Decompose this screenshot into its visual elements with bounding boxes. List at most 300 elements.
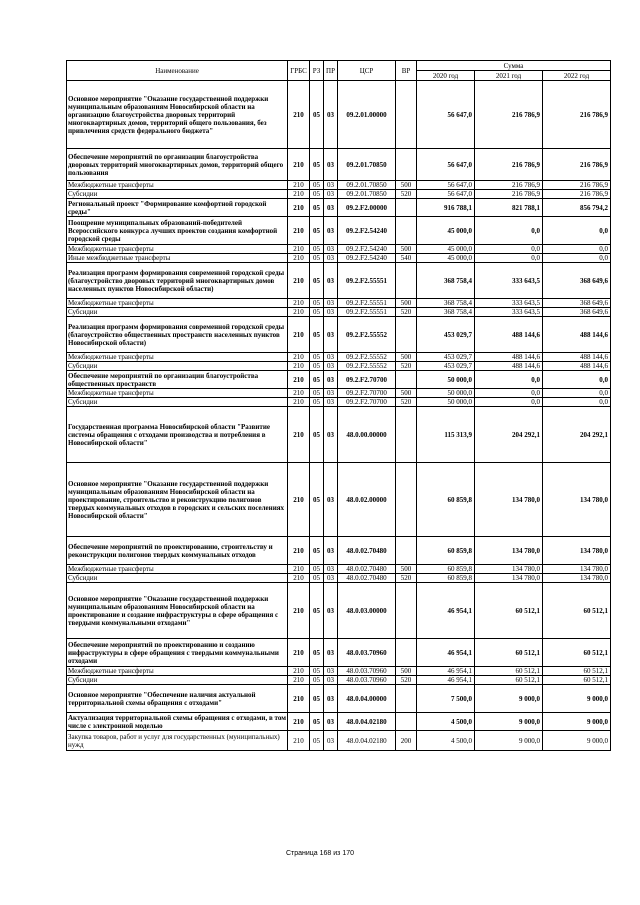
row-grbs: 210 [288, 199, 310, 217]
row-grbs: 210 [288, 389, 310, 398]
row-vr: 500 [396, 389, 417, 398]
row-name: Обеспечение мероприятий по организации благоустройства дворовых территорий многоквартирных домов, территорий общего пользования [67, 149, 288, 181]
row-2020: 45 000,0 [417, 217, 475, 245]
row-grbs: 210 [288, 574, 310, 583]
row-pr: 03 [324, 81, 338, 149]
row-rz: 05 [310, 371, 324, 389]
table-row [67, 574, 611, 583]
row-grbs: 210 [288, 565, 310, 574]
row-rz: 05 [310, 299, 324, 308]
table-row [67, 583, 611, 639]
row-vr: 520 [396, 574, 417, 583]
row-2020: 4 500,0 [417, 713, 475, 731]
row-2021: 204 292,1 [475, 407, 543, 463]
row-2020: 7 500,0 [417, 685, 475, 713]
row-rz: 05 [310, 639, 324, 667]
row-2020: 4 500,0 [417, 731, 475, 751]
table-row [67, 389, 611, 398]
row-csr: 09.2.F2.70700 [338, 371, 396, 389]
row-pr: 03 [324, 299, 338, 308]
row-name: Иные межбюджетные трансферты [67, 254, 288, 263]
table-row [67, 299, 611, 308]
row-2021: 134 780,0 [475, 463, 543, 537]
row-csr: 09.2.F2.54240 [338, 217, 396, 245]
table-row [67, 181, 611, 190]
row-2020: 60 859,8 [417, 537, 475, 565]
table-row [67, 217, 611, 245]
row-grbs: 210 [288, 362, 310, 371]
row-csr: 09.2.F2.00000 [338, 199, 396, 217]
row-grbs: 210 [288, 254, 310, 263]
table-row [67, 731, 611, 751]
row-name: Межбюджетные трансферты [67, 181, 288, 190]
row-csr: 48.0.02.70480 [338, 565, 396, 574]
row-name: Основное мероприятие "Оказание государственной поддержки муниципальным образованиям Новосибирской области на организацию благоустройства дворовых территорий многоквартирных домов, территорий общего пользования, без привлечения средств федерального бюджета" [67, 81, 288, 149]
row-csr: 09.2.F2.55551 [338, 299, 396, 308]
table-row [67, 199, 611, 217]
row-rz: 05 [310, 667, 324, 676]
row-grbs: 210 [288, 353, 310, 362]
row-2021: 9 000,0 [475, 731, 543, 751]
row-rz: 05 [310, 181, 324, 190]
row-2020: 50 000,0 [417, 371, 475, 389]
row-2022: 60 512,1 [543, 583, 611, 639]
row-2022: 0,0 [543, 254, 611, 263]
row-vr [396, 583, 417, 639]
row-2020: 46 954,1 [417, 676, 475, 685]
row-2020: 60 859,8 [417, 463, 475, 537]
row-2021: 0,0 [475, 398, 543, 407]
header-pr: ПР [324, 61, 338, 81]
table-row [67, 685, 611, 713]
row-rz: 05 [310, 731, 324, 751]
row-rz: 05 [310, 149, 324, 181]
row-name: Межбюджетные трансферты [67, 245, 288, 254]
row-grbs: 210 [288, 317, 310, 353]
row-vr: 540 [396, 254, 417, 263]
row-csr: 48.0.03.70960 [338, 639, 396, 667]
row-2020: 46 954,1 [417, 667, 475, 676]
row-grbs: 210 [288, 81, 310, 149]
row-name: Реализация программ формирования современной городской среды (благоустройство общественных пространств населенных пунктов Новосибирской области) [67, 317, 288, 353]
row-vr: 520 [396, 676, 417, 685]
row-rz: 05 [310, 407, 324, 463]
row-grbs: 210 [288, 639, 310, 667]
row-vr: 500 [396, 353, 417, 362]
table-header [67, 61, 611, 81]
row-pr: 03 [324, 199, 338, 217]
row-vr [396, 81, 417, 149]
row-rz: 05 [310, 254, 324, 263]
row-rz: 05 [310, 81, 324, 149]
row-rz: 05 [310, 574, 324, 583]
row-csr: 48.0.04.00000 [338, 685, 396, 713]
table-row [67, 398, 611, 407]
row-pr: 03 [324, 667, 338, 676]
row-2020: 368 758,4 [417, 263, 475, 299]
row-grbs: 210 [288, 308, 310, 317]
table-row [67, 308, 611, 317]
row-rz: 05 [310, 389, 324, 398]
row-pr: 03 [324, 463, 338, 537]
table-row [67, 263, 611, 299]
row-rz: 05 [310, 398, 324, 407]
row-csr: 09.2.F2.55551 [338, 308, 396, 317]
row-2021: 60 512,1 [475, 667, 543, 676]
row-vr [396, 713, 417, 731]
row-2020: 60 859,8 [417, 565, 475, 574]
row-rz: 05 [310, 353, 324, 362]
row-pr: 03 [324, 574, 338, 583]
table-row [67, 407, 611, 463]
row-2021: 333 643,5 [475, 263, 543, 299]
row-grbs: 210 [288, 398, 310, 407]
row-2022: 134 780,0 [543, 463, 611, 537]
row-name: Закупка товаров, работ и услуг для государственных (муниципальных) нужд [67, 731, 288, 751]
row-csr: 48.0.03.70960 [338, 676, 396, 685]
row-2021: 0,0 [475, 371, 543, 389]
row-name: Субсидии [67, 190, 288, 199]
row-2020: 46 954,1 [417, 583, 475, 639]
row-2020: 368 758,4 [417, 299, 475, 308]
row-vr: 500 [396, 565, 417, 574]
row-pr: 03 [324, 407, 338, 463]
row-vr [396, 371, 417, 389]
row-csr: 09.2.F2.70700 [338, 389, 396, 398]
row-vr: 520 [396, 362, 417, 371]
row-2020: 453 029,7 [417, 317, 475, 353]
row-2020: 56 647,0 [417, 81, 475, 149]
row-2021: 9 000,0 [475, 685, 543, 713]
row-name: Поощрение муниципальных образований-победителей Всероссийского конкурса лучших проектов создания комфортной городской среды [67, 217, 288, 245]
row-2020: 56 647,0 [417, 190, 475, 199]
header-vr: ВР [396, 61, 417, 81]
row-2022: 0,0 [543, 217, 611, 245]
row-2021: 60 512,1 [475, 676, 543, 685]
row-pr: 03 [324, 398, 338, 407]
table-row [67, 463, 611, 537]
row-name: Межбюджетные трансферты [67, 667, 288, 676]
row-2021: 216 786,9 [475, 181, 543, 190]
row-2021: 216 786,9 [475, 81, 543, 149]
row-2021: 488 144,6 [475, 317, 543, 353]
row-2022: 0,0 [543, 245, 611, 254]
row-grbs: 210 [288, 263, 310, 299]
row-2020: 46 954,1 [417, 639, 475, 667]
row-2021: 134 780,0 [475, 565, 543, 574]
row-pr: 03 [324, 565, 338, 574]
row-2022: 0,0 [543, 398, 611, 407]
row-csr: 09.2.F2.55551 [338, 263, 396, 299]
row-rz: 05 [310, 565, 324, 574]
row-vr: 520 [396, 398, 417, 407]
row-name: Региональный проект "Формирование комфортной городской среды" [67, 199, 288, 217]
row-vr: 500 [396, 181, 417, 190]
row-rz: 05 [310, 676, 324, 685]
row-grbs: 210 [288, 371, 310, 389]
row-2020: 115 313,9 [417, 407, 475, 463]
row-name: Субсидии [67, 676, 288, 685]
row-2021: 0,0 [475, 245, 543, 254]
page-footer: Страница 168 из 170 [285, 850, 355, 857]
row-2022: 60 512,1 [543, 667, 611, 676]
row-grbs: 210 [288, 676, 310, 685]
row-pr: 03 [324, 190, 338, 199]
row-vr: 520 [396, 190, 417, 199]
row-pr: 03 [324, 685, 338, 713]
row-pr: 03 [324, 245, 338, 254]
row-pr: 03 [324, 308, 338, 317]
row-rz: 05 [310, 362, 324, 371]
row-name: Основное мероприятие "Обеспечение наличия актуальной территориальной схемы обращения с отходами" [67, 685, 288, 713]
row-name: Основное мероприятие "Оказание государственной поддержки муниципальным образованиям Новосибирской области на проектирование и создание инфраструктуры в сфере обращения с твердыми коммунальными отходами" [67, 583, 288, 639]
row-pr: 03 [324, 263, 338, 299]
row-rz: 05 [310, 199, 324, 217]
row-rz: 05 [310, 317, 324, 353]
row-csr: 48.0.04.02180 [338, 713, 396, 731]
row-rz: 05 [310, 263, 324, 299]
row-2022: 60 512,1 [543, 676, 611, 685]
row-pr: 03 [324, 149, 338, 181]
table-row [67, 81, 611, 149]
row-2021: 0,0 [475, 389, 543, 398]
row-csr: 09.2.01.00000 [338, 81, 396, 149]
table-row [67, 245, 611, 254]
row-vr [396, 685, 417, 713]
row-2020: 50 000,0 [417, 389, 475, 398]
row-2022: 134 780,0 [543, 537, 611, 565]
row-name: Межбюджетные трансферты [67, 353, 288, 362]
row-name: Межбюджетные трансферты [67, 299, 288, 308]
row-2022: 368 649,6 [543, 308, 611, 317]
row-pr: 03 [324, 254, 338, 263]
header-sum: Сумма [417, 61, 611, 71]
row-2021: 216 786,9 [475, 190, 543, 199]
row-vr [396, 217, 417, 245]
row-2021: 134 780,0 [475, 574, 543, 583]
row-name: Субсидии [67, 574, 288, 583]
row-2022: 0,0 [543, 371, 611, 389]
row-name: Государственная программа Новосибирской области "Развитие системы обращения с отходами производства и потребления в Новосибирской области" [67, 407, 288, 463]
row-2020: 45 000,0 [417, 254, 475, 263]
row-grbs: 210 [288, 190, 310, 199]
budget-sheet [66, 60, 610, 751]
row-2020: 50 000,0 [417, 398, 475, 407]
row-grbs: 210 [288, 685, 310, 713]
row-csr: 48.0.02.00000 [338, 463, 396, 537]
row-rz: 05 [310, 190, 324, 199]
row-2022: 216 786,9 [543, 149, 611, 181]
row-grbs: 210 [288, 407, 310, 463]
row-pr: 03 [324, 362, 338, 371]
row-grbs: 210 [288, 667, 310, 676]
row-2022: 134 780,0 [543, 574, 611, 583]
row-2022: 9 000,0 [543, 685, 611, 713]
row-grbs: 210 [288, 583, 310, 639]
row-2021: 0,0 [475, 254, 543, 263]
row-grbs: 210 [288, 299, 310, 308]
row-csr: 48.0.03.00000 [338, 583, 396, 639]
row-vr [396, 639, 417, 667]
row-2022: 9 000,0 [543, 731, 611, 751]
row-csr: 48.0.03.70960 [338, 667, 396, 676]
row-2020: 916 788,1 [417, 199, 475, 217]
row-2022: 488 144,6 [543, 317, 611, 353]
row-csr: 09.2.F2.55552 [338, 317, 396, 353]
row-2022: 216 786,9 [543, 81, 611, 149]
row-2022: 856 794,2 [543, 199, 611, 217]
row-2020: 45 000,0 [417, 245, 475, 254]
row-grbs: 210 [288, 713, 310, 731]
row-rz: 05 [310, 583, 324, 639]
row-name: Основное мероприятие "Оказание государственной поддержки муниципальным образованиям Новосибирской области на проектирование, строительство и реконструкцию полигонов твердых коммунальных отходов в городских и сельских поселениях Новосибирской области" [67, 463, 288, 537]
row-csr: 48.0.04.02180 [338, 731, 396, 751]
table-row [67, 317, 611, 353]
row-2022: 216 786,9 [543, 190, 611, 199]
row-2022: 204 292,1 [543, 407, 611, 463]
row-2022: 134 780,0 [543, 565, 611, 574]
row-2022: 488 144,6 [543, 362, 611, 371]
row-pr: 03 [324, 639, 338, 667]
row-pr: 03 [324, 731, 338, 751]
row-2021: 9 000,0 [475, 713, 543, 731]
row-2022: 9 000,0 [543, 713, 611, 731]
row-2021: 488 144,6 [475, 353, 543, 362]
row-2021: 216 786,9 [475, 149, 543, 181]
row-csr: 09.2.01.70850 [338, 181, 396, 190]
row-2021: 134 780,0 [475, 537, 543, 565]
header-year-2022: 2022 год [543, 71, 611, 81]
table-row [67, 565, 611, 574]
row-grbs: 210 [288, 149, 310, 181]
row-rz: 05 [310, 713, 324, 731]
row-2021: 60 512,1 [475, 639, 543, 667]
row-csr: 09.2.F2.54240 [338, 254, 396, 263]
row-grbs: 210 [288, 731, 310, 751]
row-2020: 368 758,4 [417, 308, 475, 317]
header-name: Наименование [67, 61, 288, 81]
row-rz: 05 [310, 245, 324, 254]
row-name: Межбюджетные трансферты [67, 565, 288, 574]
row-vr [396, 149, 417, 181]
row-pr: 03 [324, 181, 338, 190]
row-vr: 200 [396, 731, 417, 751]
row-2022: 0,0 [543, 389, 611, 398]
row-vr [396, 537, 417, 565]
row-2020: 453 029,7 [417, 353, 475, 362]
table-row [67, 190, 611, 199]
table-row [67, 667, 611, 676]
table-row [67, 537, 611, 565]
header-rz: РЗ [310, 61, 324, 81]
row-csr: 09.2.01.70850 [338, 149, 396, 181]
row-2020: 453 029,7 [417, 362, 475, 371]
row-2022: 368 649,6 [543, 263, 611, 299]
table-row [67, 639, 611, 667]
row-pr: 03 [324, 353, 338, 362]
table-body [67, 81, 611, 751]
row-pr: 03 [324, 676, 338, 685]
row-grbs: 210 [288, 181, 310, 190]
row-name: Межбюджетные трансферты [67, 389, 288, 398]
row-name: Обеспечение мероприятий по проектированию, строительству и реконструкции полигонов твердых коммунальных отходов [67, 537, 288, 565]
row-2022: 368 649,6 [543, 299, 611, 308]
row-pr: 03 [324, 217, 338, 245]
row-name: Субсидии [67, 362, 288, 371]
row-2021: 60 512,1 [475, 583, 543, 639]
table-row [67, 254, 611, 263]
row-2022: 216 786,9 [543, 181, 611, 190]
row-vr: 500 [396, 299, 417, 308]
header-year-2020: 2020 год [417, 71, 475, 81]
header-csr: ЦСР [338, 61, 396, 81]
row-vr [396, 317, 417, 353]
row-name: Субсидии [67, 308, 288, 317]
row-rz: 05 [310, 217, 324, 245]
row-name: Актуализация территориальной схемы обращения с отходами, в том числе с электронной моделью [68, 713, 286, 730]
row-2022: 60 512,1 [543, 639, 611, 667]
table-row [67, 362, 611, 371]
row-pr: 03 [324, 537, 338, 565]
row-grbs: 210 [288, 217, 310, 245]
row-vr: 500 [396, 667, 417, 676]
row-name: Реализация программ формирования современной городской среды (благоустройство дворовых территорий многоквартирных домов населенных пунктов Новосибирской области) [67, 263, 288, 299]
row-name: Обеспечение мероприятий по проектированию и созданию инфраструктуры в сфере обращения с твердыми коммунальными отходами [67, 639, 288, 667]
table-row [67, 676, 611, 685]
row-pr: 03 [324, 389, 338, 398]
row-vr: 500 [396, 245, 417, 254]
row-name: Обеспечение мероприятий по организации благоустройства общественных пространств [67, 371, 288, 389]
row-2020: 56 647,0 [417, 149, 475, 181]
row-vr [396, 199, 417, 217]
row-csr: 09.2.F2.55552 [338, 362, 396, 371]
row-2020: 60 859,8 [417, 574, 475, 583]
row-csr: 48.0.02.70480 [338, 574, 396, 583]
row-2021: 0,0 [475, 217, 543, 245]
row-2021: 488 144,6 [475, 362, 543, 371]
row-2021: 333 643,5 [475, 308, 543, 317]
row-csr: 48.0.02.70480 [338, 537, 396, 565]
row-csr: 09.2.F2.55552 [338, 353, 396, 362]
row-csr: 09.2.01.70850 [338, 190, 396, 199]
row-pr: 03 [324, 371, 338, 389]
table-row [67, 371, 611, 389]
row-vr [396, 263, 417, 299]
row-2022: 488 144,6 [543, 353, 611, 362]
row-2021: 333 643,5 [475, 299, 543, 308]
row-vr [396, 463, 417, 537]
row-2021: 821 788,1 [475, 199, 543, 217]
header-grbs: ГРБС [288, 61, 310, 81]
row-vr [396, 407, 417, 463]
row-csr: 09.2.F2.54240 [338, 245, 396, 254]
row-pr: 03 [324, 317, 338, 353]
row-rz: 05 [310, 308, 324, 317]
row-name: Субсидии [67, 398, 288, 407]
header-year-2021: 2021 год [475, 71, 543, 81]
row-rz: 05 [310, 685, 324, 713]
row-rz: 05 [310, 537, 324, 565]
row-2020: 56 647,0 [417, 181, 475, 190]
row-pr: 03 [324, 713, 338, 731]
row-rz: 05 [310, 463, 324, 537]
row-pr: 03 [324, 583, 338, 639]
row-grbs: 210 [288, 245, 310, 254]
row-vr: 520 [396, 308, 417, 317]
table-row [67, 353, 611, 362]
budget-table [66, 60, 611, 751]
table-row [67, 713, 611, 731]
